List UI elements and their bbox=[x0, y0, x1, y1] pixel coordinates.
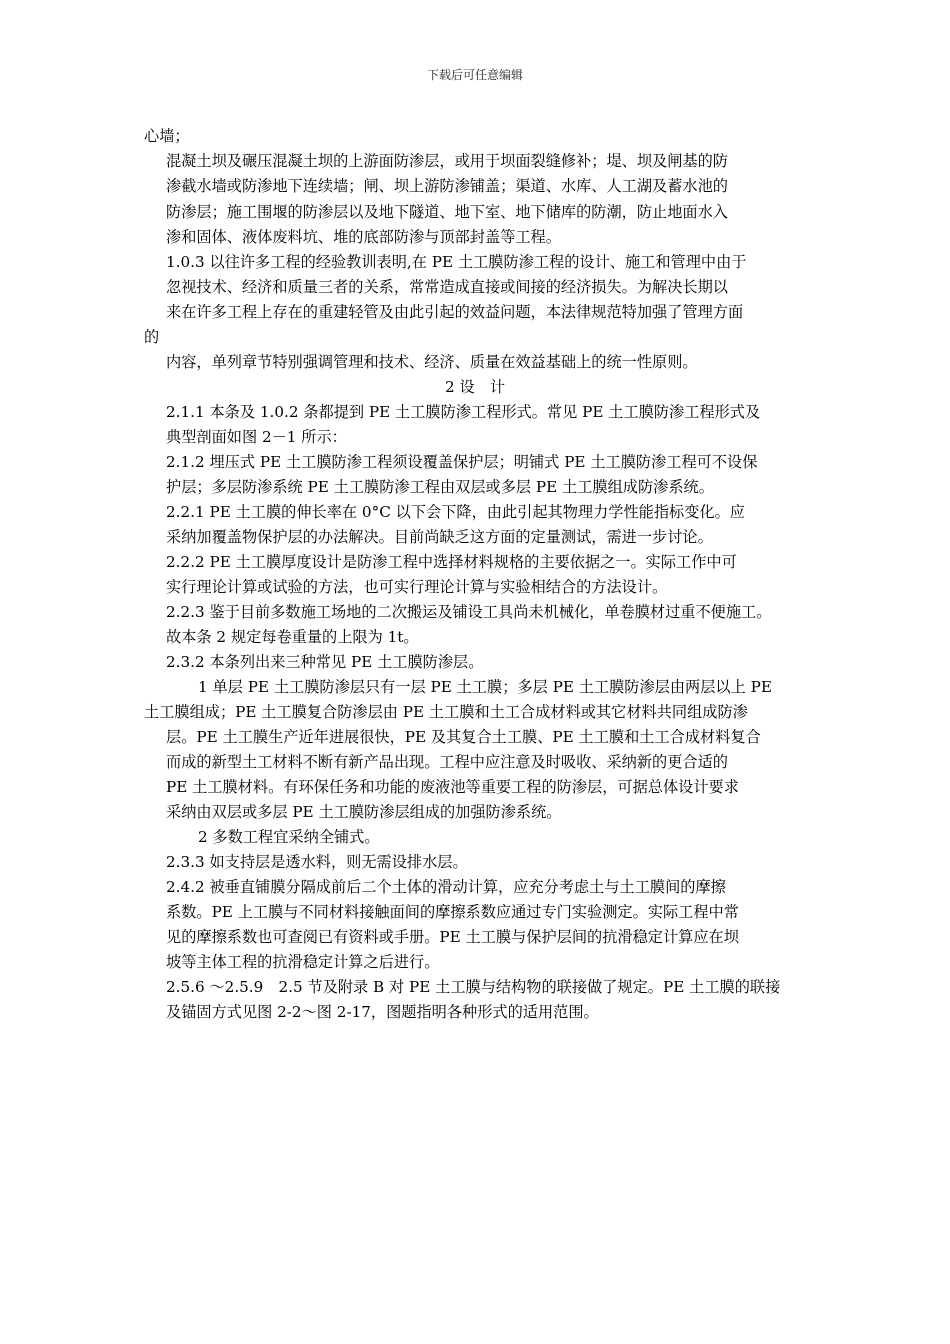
text-line: 坡等主体工程的抗滑稳定计算之后进行。 bbox=[166, 953, 440, 971]
text-line: 2.1.1 本条及 1.0.2 条都提到 PE 土工膜防渗工程形式。常见 PE 土工膜防渗工程形式及 bbox=[166, 403, 761, 421]
text-line: 忽视技术、经济和质量三者的关系，常常造成直接或间接的经济损失。为解决长期以 bbox=[166, 278, 728, 296]
text-line: 来在许多工程上存在的重建轻管及由此引起的效益问题，本法律规范特加强了管理方面 bbox=[166, 303, 744, 321]
text-line: 系数。PE 上工膜与不同材料接触面间的摩擦系数应通过专门实验测定。实际工程中常 bbox=[166, 903, 739, 921]
text-line: 的 bbox=[144, 328, 160, 346]
text-line: 土工膜组成；PE 土工膜复合防渗层由 PE 土工膜和土工合成材料或其它材料共同组成防渗 bbox=[144, 703, 748, 721]
text-line: 2.2.2 PE 土工膜厚度设计是防渗工程中选择材料规格的主要依据之一。实际工作中可 bbox=[166, 553, 737, 571]
text-line: 护层；多层防渗系统 PE 土工膜防渗工程由双层或多层 PE 土工膜组成防渗系统。 bbox=[166, 478, 714, 496]
text-line: 采纳加覆盖物保护层的办法解决。目前尚缺乏这方面的定量测试，需进一步讨论。 bbox=[166, 528, 713, 546]
text-line: 2.2.1 PE 土工膜的伸长率在 0°C 以下会下降，由此引起其物理力学性能指标变化。应 bbox=[166, 503, 745, 521]
text-line: 2.1.2 埋压式 PE 土工膜防渗工程须设覆盖保护层；明铺式 PE 土工膜防渗工程可不设保 bbox=[166, 453, 758, 471]
text-line: 2.2.3 鉴于目前多数施工场地的二次搬运及铺设工具尚未机械化，单卷膜材过重不便施工。 bbox=[166, 603, 772, 621]
text-line: 内容，单列章节特别强调管理和技术、经济、质量在效益基础上的统一性原则。 bbox=[166, 353, 698, 371]
text-line: 而成的新型土工材料不断有新产品出现。工程中应注意及时吸收、采纳新的更合适的 bbox=[166, 753, 728, 771]
text-line: 典型剖面如图 2－1 所示： bbox=[166, 428, 347, 446]
text-line: 2 多数工程宜采纳全铺式。 bbox=[198, 828, 380, 846]
text-line: 2.4.2 被垂直铺膜分隔成前后二个土体的滑动计算，应充分考虑土与土工膜间的摩擦 bbox=[166, 878, 726, 896]
text-line: 渗和固体、液体废料坑、堆的底部防渗与顶部封盖等工程。 bbox=[166, 228, 561, 246]
text-line: 防渗层；施工围堰的防渗层以及地下隧道、地下室、地下储库的防潮，防止地面水入 bbox=[166, 203, 728, 221]
text-line: 心墙； bbox=[144, 127, 190, 145]
text-line: 层。PE 土工膜生产近年进展很快，PE 及其复合土工膜、PE 土工膜和土工合成材料复合 bbox=[166, 728, 761, 746]
section-heading: 2 设 计 bbox=[444, 378, 506, 396]
text-line: 1 单层 PE 土工膜防渗层只有一层 PE 土工膜；多层 PE 土工膜防渗层由两层以上 PE bbox=[198, 678, 772, 696]
text-line: 2.3.2 本条列出来三种常见 PE 土工膜防渗层。 bbox=[166, 653, 484, 671]
text-line: 1.0.3 以往许多工程的经验教训表明,在 PE 土工膜防渗工程的设计、施工和管理中由于 bbox=[166, 253, 747, 271]
text-line: 采纳由双层或多层 PE 土工膜防渗层组成的加强防渗系统。 bbox=[166, 803, 562, 821]
page-header: 下载后可任意编辑 bbox=[426, 68, 523, 82]
text-line: 实行理论计算或试验的方法，也可实行理论计算与实验相结合的方法设计。 bbox=[166, 578, 668, 596]
text-line: PE 土工膜材料。有环保任务和功能的废液池等重要工程的防渗层，可据总体设计要求 bbox=[166, 778, 739, 796]
text-line: 2.3.3 如支持层是透水料，则无需设排水层。 bbox=[166, 853, 468, 871]
text-line: 故本条 2 规定每卷重量的上限为 1t。 bbox=[166, 628, 419, 646]
text-line: 及锚固方式见图 2-2～图 2-17，图题指明各种形式的适用范围。 bbox=[166, 1003, 599, 1021]
text-line: 渗截水墙或防渗地下连续墙；闸、坝上游防渗铺盖；渠道、水库、人工湖及蓄水池的 bbox=[166, 177, 728, 195]
text-line: 混凝土坝及碾压混凝土坝的上游面防渗层，或用于坝面裂缝修补；堤、坝及闸基的防 bbox=[166, 152, 728, 170]
text-line: 2.5.6 ～2.5.9 2.5 节及附录 B 对 PE 土工膜与结构物的联接做了规定。PE 土工膜的联接 bbox=[166, 978, 781, 996]
text-line: 见的摩擦系数也可查阅已有资料或手册。PE 土工膜与保护层间的抗滑稳定计算应在坝 bbox=[166, 928, 739, 946]
